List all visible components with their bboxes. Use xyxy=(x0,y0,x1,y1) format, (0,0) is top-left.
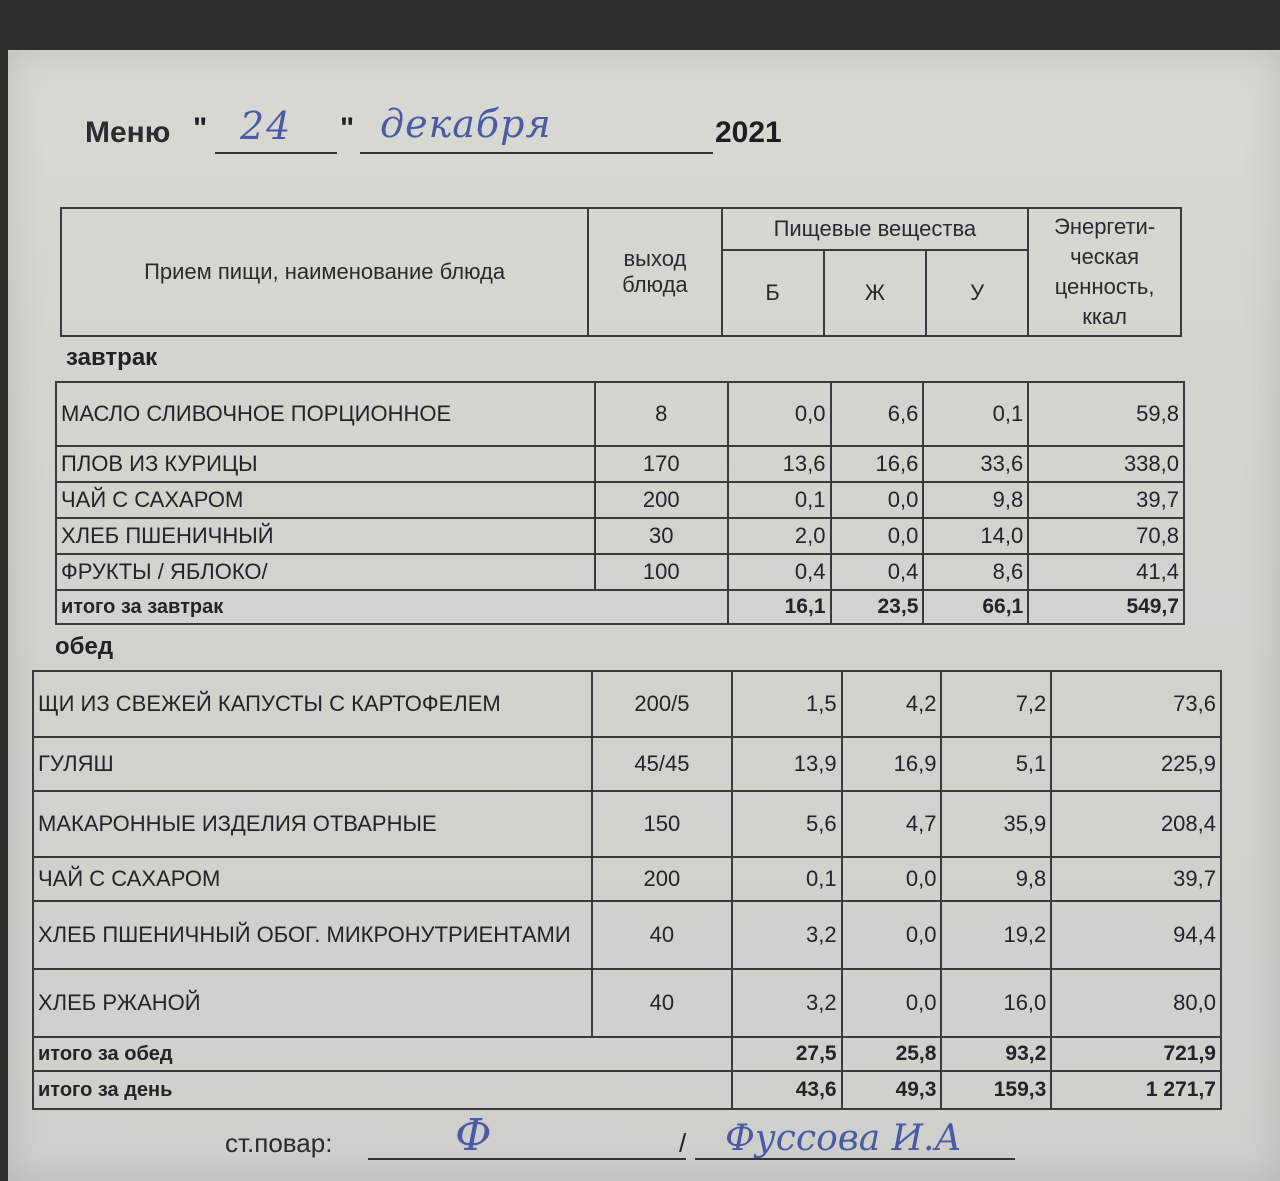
fat-cell: 0,0 xyxy=(842,857,942,901)
dish-name: ЩИ ИЗ СВЕЖЕЙ КАПУСТЫ С КАРТОФЕЛЕМ xyxy=(33,671,592,737)
menu-title xyxy=(85,102,805,162)
carbs-cell: 9,8 xyxy=(941,857,1051,901)
protein-cell: 3,2 xyxy=(732,969,842,1037)
menu-year: 2021 xyxy=(715,116,782,149)
handwritten-signature: Ф xyxy=(455,1110,492,1161)
day-underline xyxy=(215,152,337,154)
table-row xyxy=(56,446,1184,482)
dish-output: 150 xyxy=(592,791,732,857)
table-row xyxy=(56,554,1184,590)
total-energy: 721,9 xyxy=(1051,1037,1221,1071)
month-underline xyxy=(360,152,713,154)
table-row xyxy=(33,901,1221,969)
total-fat: 25,8 xyxy=(842,1037,942,1071)
header-output: выход блюда xyxy=(588,208,721,336)
fat-cell: 0,0 xyxy=(842,969,942,1037)
carbs-cell: 14,0 xyxy=(923,518,1028,554)
close-quote: " xyxy=(340,112,355,145)
handwritten-month: декабря xyxy=(380,102,552,146)
protein-cell: 5,6 xyxy=(732,791,842,857)
total-fat: 49,3 xyxy=(842,1071,942,1109)
total-protein: 43,6 xyxy=(732,1071,842,1109)
table-row xyxy=(56,482,1184,518)
dish-output: 45/45 xyxy=(592,737,732,791)
total-carbs: 93,2 xyxy=(941,1037,1051,1071)
table-row xyxy=(33,969,1221,1037)
header-energy: Энергети- ческая ценность, ккал xyxy=(1028,208,1181,336)
fat-cell: 16,6 xyxy=(831,446,924,482)
header-nutrients: Пищевые вещества xyxy=(722,208,1029,250)
header-fat: Ж xyxy=(824,250,926,336)
dish-name: ХЛЕБ РЖАНОЙ xyxy=(33,969,592,1037)
carbs-cell: 7,2 xyxy=(941,671,1051,737)
energy-cell: 59,8 xyxy=(1028,382,1184,446)
energy-cell: 338,0 xyxy=(1028,446,1184,482)
table-row xyxy=(33,737,1221,791)
table-row xyxy=(56,518,1184,554)
dish-name: ГУЛЯШ xyxy=(33,737,592,791)
energy-cell: 80,0 xyxy=(1051,969,1221,1037)
carbs-cell: 9,8 xyxy=(923,482,1028,518)
dish-output: 200 xyxy=(595,482,728,518)
signature-slash: / xyxy=(679,1128,687,1158)
section-breakfast: завтрак xyxy=(66,344,158,371)
energy-cell: 41,4 xyxy=(1028,554,1184,590)
carbs-cell: 35,9 xyxy=(941,791,1051,857)
menu-label: Меню xyxy=(85,116,171,149)
signature-label: ст.повар: xyxy=(225,1128,333,1158)
dish-output: 100 xyxy=(595,554,728,590)
handwritten-name: Фуссова И.А xyxy=(725,1118,962,1159)
fat-cell: 4,7 xyxy=(842,791,942,857)
energy-cell: 73,6 xyxy=(1051,671,1221,737)
dish-name: МАСЛО СЛИВОЧНОЕ ПОРЦИОННОЕ xyxy=(56,382,595,446)
protein-cell: 0,1 xyxy=(728,482,831,518)
protein-cell: 3,2 xyxy=(732,901,842,969)
table-row xyxy=(33,857,1221,901)
energy-cell: 208,4 xyxy=(1051,791,1221,857)
header-carbs: У xyxy=(926,250,1028,336)
handwritten-day: 24 xyxy=(240,104,293,148)
header-table xyxy=(60,207,1182,337)
table-row xyxy=(56,382,1184,446)
fat-cell: 0,0 xyxy=(842,901,942,969)
energy-cell: 94,4 xyxy=(1051,901,1221,969)
dish-output: 40 xyxy=(592,969,732,1037)
signature-line xyxy=(225,1110,1025,1174)
header-dish: Прием пищи, наименование блюда xyxy=(61,208,588,336)
total-label: итого за завтрак xyxy=(56,590,728,624)
total-carbs: 159,3 xyxy=(941,1071,1051,1109)
fat-cell: 0,0 xyxy=(831,482,924,518)
carbs-cell: 8,6 xyxy=(923,554,1028,590)
carbs-cell: 19,2 xyxy=(941,901,1051,969)
fat-cell: 6,6 xyxy=(831,382,924,446)
total-row xyxy=(33,1037,1221,1071)
dish-output: 170 xyxy=(595,446,728,482)
total-energy: 549,7 xyxy=(1028,590,1184,624)
header-protein: Б xyxy=(722,250,824,336)
protein-cell: 1,5 xyxy=(732,671,842,737)
total-row xyxy=(33,1071,1221,1109)
carbs-cell: 0,1 xyxy=(923,382,1028,446)
total-label: итого за день xyxy=(33,1071,732,1109)
section-lunch: обед xyxy=(55,633,114,660)
protein-cell: 2,0 xyxy=(728,518,831,554)
dish-output: 30 xyxy=(595,518,728,554)
energy-cell: 225,9 xyxy=(1051,737,1221,791)
carbs-cell: 33,6 xyxy=(923,446,1028,482)
dish-output: 200/5 xyxy=(592,671,732,737)
dish-output: 40 xyxy=(592,901,732,969)
energy-cell: 39,7 xyxy=(1051,857,1221,901)
total-row xyxy=(56,590,1184,624)
dish-name: ХЛЕБ ПШЕНИЧНЫЙ xyxy=(56,518,595,554)
dish-output: 200 xyxy=(592,857,732,901)
dish-name: ХЛЕБ ПШЕНИЧНЫЙ ОБОГ. МИКРОНУТРИЕНТАМИ xyxy=(33,901,592,969)
table-row xyxy=(33,671,1221,737)
lunch-table xyxy=(32,670,1222,1110)
dish-output: 8 xyxy=(595,382,728,446)
total-label: итого за обед xyxy=(33,1037,732,1071)
energy-cell: 70,8 xyxy=(1028,518,1184,554)
total-carbs: 66,1 xyxy=(923,590,1028,624)
total-energy: 1 271,7 xyxy=(1051,1071,1221,1109)
protein-cell: 0,0 xyxy=(728,382,831,446)
fat-cell: 4,2 xyxy=(842,671,942,737)
breakfast-table xyxy=(55,381,1185,625)
dish-name: ПЛОВ ИЗ КУРИЦЫ xyxy=(56,446,595,482)
dish-name: ЧАЙ С САХАРОМ xyxy=(33,857,592,901)
protein-cell: 13,6 xyxy=(728,446,831,482)
carbs-cell: 16,0 xyxy=(941,969,1051,1037)
dish-name: ЧАЙ С САХАРОМ xyxy=(56,482,595,518)
fat-cell: 0,0 xyxy=(831,518,924,554)
carbs-cell: 5,1 xyxy=(941,737,1051,791)
energy-cell: 39,7 xyxy=(1028,482,1184,518)
fat-cell: 16,9 xyxy=(842,737,942,791)
dish-name: ФРУКТЫ / ЯБЛОКО/ xyxy=(56,554,595,590)
open-quote: " xyxy=(193,112,208,145)
protein-cell: 0,1 xyxy=(732,857,842,901)
protein-cell: 0,4 xyxy=(728,554,831,590)
dish-name: МАКАРОННЫЕ ИЗДЕЛИЯ ОТВАРНЫЕ xyxy=(33,791,592,857)
fat-cell: 0,4 xyxy=(831,554,924,590)
table-row xyxy=(33,791,1221,857)
total-protein: 16,1 xyxy=(728,590,831,624)
signature-underline xyxy=(368,1158,686,1160)
protein-cell: 13,9 xyxy=(732,737,842,791)
total-protein: 27,5 xyxy=(732,1037,842,1071)
total-fat: 23,5 xyxy=(831,590,924,624)
